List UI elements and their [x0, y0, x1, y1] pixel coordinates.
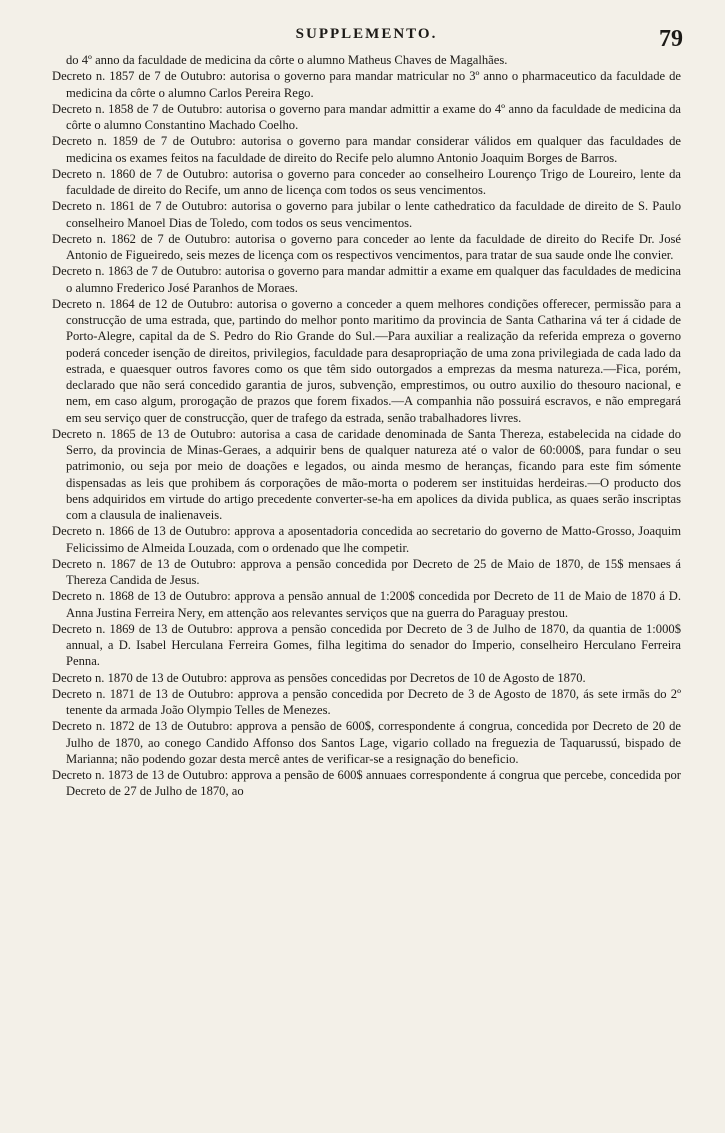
decree-entry-1858: Decreto n. 1858 de 7 de Outubro: autorisa o governo para mandar admittir a exame do 4º anno da faculdade de medicina da côrte o alumno Constantino Machado Coelho. — [52, 101, 681, 132]
document-body — [52, 52, 681, 800]
decree-entry-1873: Decreto n. 1873 de 13 de Outubro: approva a pensão de 600$ annuaes correspondente á congrua que percebe, concedida por Decreto de 27 de Julho de 1870, ao — [52, 768, 681, 799]
decree-entry-1863: Decreto n. 1863 de 7 de Outubro: autorisa o governo para mandar admittir a exame em qualquer das faculdades de medicina o alumno Frederico José Paranhos de Moraes. — [52, 264, 681, 295]
decree-entry-continued: do 4º anno da faculdade de medicina da côrte o alumno Matheus Chaves de Magalhães. — [66, 53, 508, 67]
decree-entry-1860: Decreto n. 1860 de 7 de Outubro: autorisa o governo para conceder ao conselheiro Lourenço Trigo de Loureiro, lente da faculdade de direito do Recife, um anno de licença com todos os seus vencimentos. — [52, 166, 681, 197]
decree-entry-1869: Decreto n. 1869 de 13 de Outubro: approva a pensão concedida por Decreto de 3 de Julho de 1870, da quantia de 1:000$ annual, a D. Isabel Herculana Ferreira Gomes, filha legitima do senador do Imperio, conselheiro Herculano Ferreira Penna. — [52, 621, 681, 669]
decree-entry-1870: Decreto n. 1870 de 13 de Outubro: approva as pensões concedidas por Decretos de 10 de Agosto de 1870. — [52, 670, 586, 685]
page-number: 79 — [659, 26, 683, 52]
decree-entry-1868: Decreto n. 1868 de 13 de Outubro: approva a pensão annual de 1:200$ concedida por Decreto de 11 de Maio de 1870 á D. Anna Justina Ferreira Nery, em attenção aos relevantes serviços que na guerra do Paraguay prestou. — [52, 589, 681, 620]
decree-entry-1859: Decreto n. 1859 de 7 de Outubro: autorisa o governo para mandar considerar válidos em qualquer das faculdades de medicina os exames feitos na faculdade de direito do Recife pelo alumno Antonio Joaquim Borges de Barros. — [52, 134, 681, 165]
decree-entry-1862: Decreto n. 1862 de 7 de Outubro: autorisa o governo para conceder ao lente da faculdade de direito do Recife Dr. José Antonio de Figueiredo, seis mezes de licença com os respectivos vencimentos, para tratar de sua saude onde lhe convier. — [52, 231, 681, 262]
decree-entry-1864: Decreto n. 1864 de 12 de Outubro: autorisa o governo a conceder a quem melhores condições offerecer, permissão para a construcção de uma estrada, que, partindo do melhor ponto maritimo da provincia de Santa Catharina vá ter á cidade de Porto-Alegre, capital da de S. Pedro do Rio Grande do Sul.—Para auxiliar a realização da referida empreza o governo poderá conceder isenção de direitos, privilegios, faculdade para desapropriação de uma zona privilegiada de cada lado da estrada, e quaesquer outros favores como os que têm sido outorgados a emprezas da mesma natureza.—Fica, porém, declarado que não será concedido garantia de juros, subvenção, emprestimos, ou outro auxilio do thesouro nacional, e nem, em caso algum, prorogação de prazos que forem fixados.—A companhia não possuirá escravos, e não empregará em seu serviço quer de construcção, quer de trafego da estrada, senão trabalhadores livres. — [52, 296, 681, 425]
decree-entry-1861: Decreto n. 1861 de 7 de Outubro: autorisa o governo para jubilar o lente cathedratico da faculdade de direito de S. Paulo conselheiro Manoel Dias de Toledo, com todos os seus vencimentos. — [52, 199, 681, 230]
decree-entry-1866: Decreto n. 1866 de 13 de Outubro: approva a aposentadoria concedida ao secretario do governo de Matto-Grosso, Joaquim Felicissimo de Almeida Louzada, com o ordenado que lhe competir. — [52, 524, 681, 555]
decree-entry-1857: Decreto n. 1857 de 7 de Outubro: autorisa o governo para mandar matricular no 3º anno o pharmaceutico da faculdade de medicina da côrte o alumno Carlos Pereira Rego. — [52, 69, 681, 100]
running-title: SUPPLEMENTO. — [295, 26, 438, 42]
decree-entry-1867: Decreto n. 1867 de 13 de Outubro: approva a pensão concedida por Decreto de 25 de Maio de 1870, de 15$ mensaes á Thereza Candida de Jesus. — [52, 556, 681, 587]
decree-entry-1871: Decreto n. 1871 de 13 de Outubro: approva a pensão concedida por Decreto de 3 de Agosto de 1870, ás sete irmãs do 2º tenente da armada João Olympio Telles de Menezes. — [52, 686, 681, 717]
decree-entry-1872: Decreto n. 1872 de 13 de Outubro: approva a pensão de 600$, correspondente á congrua, concedida por Decreto de 20 de Julho de 1870, ao conego Candido Affonso dos Santos Lage, vigario collado na freguezia de Taquarussú, bispado de Marianna; não podendo gozar desta mercê antes de verificar-se a resignação do beneficio. — [52, 719, 681, 766]
decree-entry-1865: Decreto n. 1865 de 13 de Outubro: autorisa a casa de caridade denominada de Santa Thereza, estabelecida na cidade do Serro, da provincia de Minas-Geraes, a adquirir bens de qualquer natureza até o valor de 60:000$, para fundar o seu patrimonio, ou seja por meio de doações e legados, ou ainda mesmo de heranças, ficando para este fim sómente dispensadas as leis que prohibem ás corporações de mão-morta o poderem ser instituidas herdeiras.—O producto dos bens adquiridos em virtude do artigo precedente converter-se-ha em apolices da divida publica, as quaes serão inscriptas com a clausula de inalienaveis. — [52, 426, 681, 522]
page-header — [52, 0, 681, 52]
